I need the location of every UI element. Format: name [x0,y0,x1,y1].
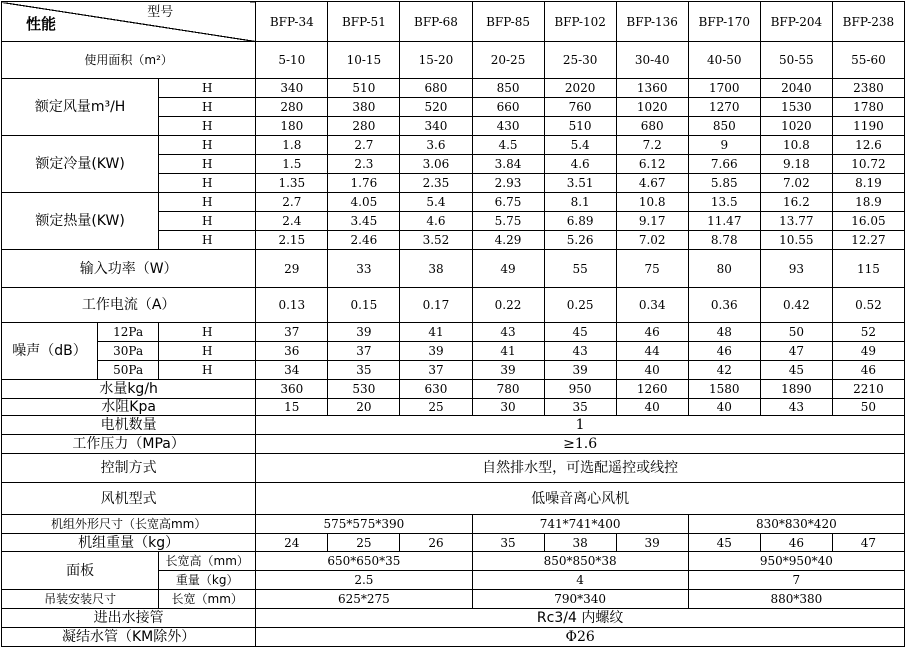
noise-value: 47 [760,342,832,361]
heating-value: 4.6 [400,212,472,231]
noise-value: 46 [688,342,760,361]
noise-row [2,342,905,361]
panel-size-row [2,552,905,571]
airflow-value: 1780 [832,98,904,117]
panel-weight-value: 2.5 [256,571,472,590]
noise-value: 48 [688,323,760,342]
noise-value: 44 [616,342,688,361]
spec-table [1,1,905,647]
noise-value: 43 [544,342,616,361]
panel-size-value: 950*950*40 [688,552,904,571]
noise-value: 37 [328,342,400,361]
water-flow-row [2,380,905,399]
cooling-row [2,136,905,155]
working-pressure-label: 工作压力（MPa） [2,435,256,454]
panel-weight-value: 4 [472,571,688,590]
noise-row [2,361,905,380]
cooling-value: 1.76 [328,174,400,193]
water-resistance-value: 43 [760,399,832,416]
noise-value: 49 [832,342,904,361]
area-value: 5-10 [256,42,328,79]
cooling-value: 4.67 [616,174,688,193]
panel-size-value: 850*850*38 [472,552,688,571]
noise-value: 46 [832,361,904,380]
area-value: 40-50 [688,42,760,79]
heating-value: 5.75 [472,212,544,231]
airflow-value: 340 [256,79,328,98]
noise-value: 35 [328,361,400,380]
pressure-cell: 50Pa [98,361,159,380]
fan-type-label: 风机型式 [2,483,256,515]
unit-weight-label: 机组重量（kg） [2,534,256,552]
heating-value: 2.46 [328,231,400,250]
cooling-value: 5.4 [544,136,616,155]
unit-weight-value: 38 [544,534,616,552]
airflow-value: 2040 [760,79,832,98]
power-value: 38 [400,250,472,288]
corner-model-label: 型号 [147,5,174,20]
cooling-value: 12.6 [832,136,904,155]
area-value: 50-55 [760,42,832,79]
heating-value: 4.05 [328,193,400,212]
control-value: 自然排水型，可选配遥控或线控 [256,454,905,483]
heating-value: 10.8 [616,193,688,212]
water-resistance-value: 40 [688,399,760,416]
airflow-value: 1270 [688,98,760,117]
power-label: 输入功率（W） [2,250,256,288]
heating-value: 13.77 [760,212,832,231]
hanging-value: 880*380 [688,590,904,609]
noise-value: 34 [256,361,328,380]
cooling-value: 3.51 [544,174,616,193]
current-value: 0.17 [400,288,472,323]
power-value: 80 [688,250,760,288]
speed-cell: H [159,342,256,361]
power-value: 115 [832,250,904,288]
noise-value: 46 [616,323,688,342]
noise-value: 45 [544,323,616,342]
speed-cell: H [159,98,256,117]
power-value: 75 [616,250,688,288]
power-value: 29 [256,250,328,288]
speed-cell: H [159,117,256,136]
water-resistance-label: 水阻Kpa [2,399,256,416]
condensate-row [2,628,905,647]
current-value: 0.13 [256,288,328,323]
power-value: 55 [544,250,616,288]
dimensions-row [2,515,905,534]
cooling-value: 10.72 [832,155,904,174]
heating-value: 9.17 [616,212,688,231]
heating-value: 12.27 [832,231,904,250]
model-header: BFP-102 [544,2,616,42]
speed-cell: H [159,231,256,250]
water-resistance-value: 25 [400,399,472,416]
hanging-row [2,590,905,609]
water-flow-value: 630 [400,380,472,399]
working-pressure-row [2,435,905,454]
heating-value: 2.15 [256,231,328,250]
unit-weight-value: 39 [616,534,688,552]
noise-value: 39 [400,342,472,361]
model-header: BFP-204 [760,2,832,42]
noise-value: 41 [472,342,544,361]
cooling-value: 2.7 [328,136,400,155]
noise-value: 45 [760,361,832,380]
header-row [2,2,905,42]
water-flow-value: 1580 [688,380,760,399]
heating-value: 6.89 [544,212,616,231]
water-resistance-value: 40 [616,399,688,416]
airflow-row [2,79,905,98]
airflow-value: 380 [328,98,400,117]
unit-weight-value: 24 [256,534,328,552]
heating-value: 3.45 [328,212,400,231]
hanging-value: 625*275 [256,590,472,609]
model-header: BFP-34 [256,2,328,42]
unit-weight-value: 35 [472,534,544,552]
unit-weight-value: 26 [400,534,472,552]
model-header: BFP-136 [616,2,688,42]
speed-cell: H [159,79,256,98]
airflow-value: 430 [472,117,544,136]
airflow-value: 680 [400,79,472,98]
working-pressure-value: ≥1.6 [256,435,905,454]
unit-weight-value: 45 [688,534,760,552]
unit-weight-value: 46 [760,534,832,552]
current-value: 0.15 [328,288,400,323]
current-value: 0.36 [688,288,760,323]
inlet-outlet-row [2,609,905,628]
heating-value: 10.55 [760,231,832,250]
area-value: 15-20 [400,42,472,79]
noise-value: 40 [616,361,688,380]
airflow-value: 180 [256,117,328,136]
speed-cell: H [159,361,256,380]
heating-value: 5.26 [544,231,616,250]
heating-value: 8.1 [544,193,616,212]
dimensions-value: 575*575*390 [256,515,472,534]
corner-cell [2,2,256,42]
noise-row [2,323,905,342]
power-row [2,250,905,288]
airflow-value: 280 [256,98,328,117]
water-flow-value: 1260 [616,380,688,399]
cooling-value: 3.06 [400,155,472,174]
noise-value: 52 [832,323,904,342]
heating-row [2,193,905,212]
dimensions-value: 741*741*400 [472,515,688,534]
current-value: 0.52 [832,288,904,323]
current-label: 工作电流（A） [2,288,256,323]
area-value: 10-15 [328,42,400,79]
unit-weight-value: 47 [832,534,904,552]
dimensions-label: 机组外形尺寸（长宽高mm） [2,515,256,534]
noise-value: 37 [256,323,328,342]
condensate-value: Φ26 [256,628,905,647]
water-flow-value: 950 [544,380,616,399]
water-resistance-value: 35 [544,399,616,416]
heating-value: 7.02 [616,231,688,250]
hanging-value: 790*340 [472,590,688,609]
speed-cell: H [159,174,256,193]
motor-count-row [2,416,905,435]
cooling-value: 4.6 [544,155,616,174]
power-value: 93 [760,250,832,288]
airflow-value: 510 [328,79,400,98]
airflow-value: 660 [472,98,544,117]
airflow-value: 1020 [616,98,688,117]
model-header: BFP-68 [400,2,472,42]
current-row [2,288,905,323]
airflow-value: 1530 [760,98,832,117]
airflow-value: 1700 [688,79,760,98]
cooling-value: 1.35 [256,174,328,193]
power-value: 33 [328,250,400,288]
water-resistance-value: 20 [328,399,400,416]
area-value: 25-30 [544,42,616,79]
airflow-value: 2380 [832,79,904,98]
noise-value: 36 [256,342,328,361]
area-value: 55-60 [832,42,904,79]
water-resistance-value: 50 [832,399,904,416]
speed-cell: H [159,193,256,212]
water-flow-value: 2210 [832,380,904,399]
heating-value: 6.75 [472,193,544,212]
airflow-value: 340 [400,117,472,136]
panel-size-value: 650*650*35 [256,552,472,571]
cooling-value: 4.5 [472,136,544,155]
model-header: BFP-51 [328,2,400,42]
cooling-value: 7.02 [760,174,832,193]
model-header: BFP-85 [472,2,544,42]
power-value: 49 [472,250,544,288]
inlet-outlet-label: 进出水接管 [2,609,256,628]
airflow-value: 760 [544,98,616,117]
heating-value: 4.29 [472,231,544,250]
cooling-value: 7.2 [616,136,688,155]
panel-size-label: 长宽高（mm） [159,552,256,571]
area-label: 使用面积（m²） [2,42,256,79]
cooling-value: 1.5 [256,155,328,174]
pressure-cell: 30Pa [98,342,159,361]
model-header: BFP-238 [832,2,904,42]
model-header: BFP-170 [688,2,760,42]
water-flow-value: 780 [472,380,544,399]
panel-weight-label: 重量（kg） [159,571,256,590]
airflow-value: 680 [616,117,688,136]
control-row [2,454,905,483]
airflow-value: 850 [472,79,544,98]
current-value: 0.22 [472,288,544,323]
airflow-value: 1020 [760,117,832,136]
control-label: 控制方式 [2,454,256,483]
cooling-value: 2.93 [472,174,544,193]
panel-label: 面板 [2,552,159,590]
noise-label: 噪声（dB） [2,323,98,380]
area-value: 20-25 [472,42,544,79]
fan-type-row [2,483,905,515]
fan-type-value: 低噪音离心风机 [256,483,905,515]
airflow-value: 1190 [832,117,904,136]
cooling-value: 9.18 [760,155,832,174]
speed-cell: H [159,323,256,342]
current-value: 0.42 [760,288,832,323]
cooling-value: 6.12 [616,155,688,174]
cooling-value: 3.6 [400,136,472,155]
motor-count-value: 1 [256,416,905,435]
area-value: 30-40 [616,42,688,79]
cooling-value: 3.84 [472,155,544,174]
heating-value: 16.05 [832,212,904,231]
dimensions-value: 830*830*420 [688,515,904,534]
heating-value: 13.5 [688,193,760,212]
noise-value: 50 [760,323,832,342]
heating-value: 2.7 [256,193,328,212]
heating-value: 16.2 [760,193,832,212]
water-flow-value: 360 [256,380,328,399]
water-resistance-value: 30 [472,399,544,416]
speed-cell: H [159,136,256,155]
unit-weight-value: 25 [328,534,400,552]
airflow-value: 520 [400,98,472,117]
cooling-value: 1.8 [256,136,328,155]
noise-value: 43 [472,323,544,342]
noise-value: 39 [544,361,616,380]
airflow-value: 510 [544,117,616,136]
panel-weight-value: 7 [688,571,904,590]
water-resistance-row [2,399,905,416]
heating-value: 2.4 [256,212,328,231]
cooling-value: 2.3 [328,155,400,174]
cooling-value: 5.85 [688,174,760,193]
airflow-value: 1360 [616,79,688,98]
cooling-value: 7.66 [688,155,760,174]
water-resistance-value: 15 [256,399,328,416]
noise-value: 39 [328,323,400,342]
noise-value: 37 [400,361,472,380]
condensate-label: 凝结水管（KM除外） [2,628,256,647]
airflow-value: 850 [688,117,760,136]
cooling-value: 8.19 [832,174,904,193]
airflow-value: 2020 [544,79,616,98]
water-flow-value: 1890 [760,380,832,399]
speed-cell: H [159,155,256,174]
noise-value: 42 [688,361,760,380]
heating-value: 5.4 [400,193,472,212]
cooling-value: 2.35 [400,174,472,193]
inlet-outlet-value: Rc3/4 内螺纹 [256,609,905,628]
current-value: 0.34 [616,288,688,323]
hanging-sub-label: 长宽（mm） [159,590,256,609]
cooling-value: 10.8 [760,136,832,155]
hanging-label: 吊装安装尺寸 [2,590,159,609]
cooling-label: 额定冷量(KW) [2,136,159,193]
motor-count-label: 电机数量 [2,416,256,435]
heating-value: 8.78 [688,231,760,250]
airflow-label: 额定风量m³/H [2,79,159,136]
heating-value: 3.52 [400,231,472,250]
heating-value: 11.47 [688,212,760,231]
area-row [2,42,905,79]
cooling-value: 9 [688,136,760,155]
speed-cell: H [159,212,256,231]
water-flow-value: 530 [328,380,400,399]
water-flow-label: 水量kg/h [2,380,256,399]
airflow-value: 280 [328,117,400,136]
heating-value: 18.9 [832,193,904,212]
unit-weight-row [2,534,905,552]
current-value: 0.25 [544,288,616,323]
pressure-cell: 12Pa [98,323,159,342]
noise-value: 39 [472,361,544,380]
corner-performance-label: 性能 [26,15,57,33]
heating-label: 额定热量(KW) [2,193,159,250]
noise-value: 41 [400,323,472,342]
